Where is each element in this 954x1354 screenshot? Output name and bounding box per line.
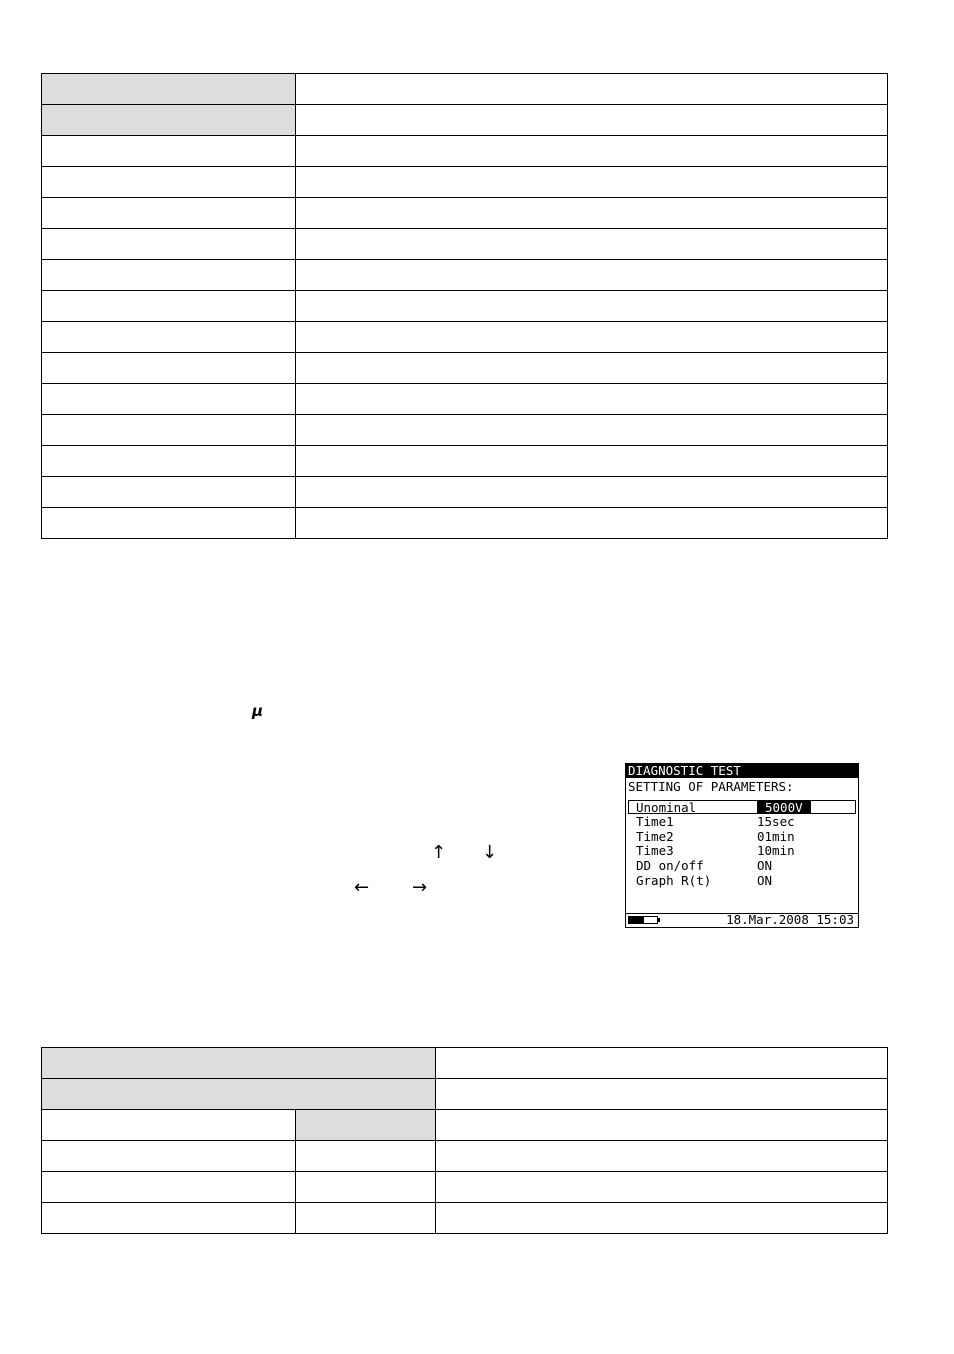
- table-row: [42, 322, 888, 353]
- arrow-right-icon: →: [412, 877, 428, 898]
- table-row: [42, 291, 888, 322]
- table-row: [42, 1203, 888, 1234]
- param-value-graph[interactable]: ON: [757, 873, 773, 888]
- screen-subtitle: SETTING OF PARAMETERS:: [628, 779, 794, 794]
- screen-footer: [626, 913, 858, 927]
- param-value-time1[interactable]: 15sec: [757, 814, 795, 829]
- table-row: [42, 477, 888, 508]
- table-row: [42, 415, 888, 446]
- micro-symbol: μ: [252, 702, 264, 720]
- table-row: [42, 167, 888, 198]
- table-row: [42, 1172, 888, 1203]
- arrow-left-icon: ←: [354, 877, 370, 898]
- table-row: [42, 1110, 888, 1141]
- bottom-table: [41, 1047, 888, 1234]
- param-label-time2: Time2: [636, 829, 674, 844]
- screen-title: DIAGNOSTIC TEST: [626, 764, 858, 778]
- table-row: [42, 1079, 888, 1110]
- param-label-time1: Time1: [636, 814, 674, 829]
- param-label-graph: Graph R(t): [636, 873, 712, 888]
- param-label-dd: DD on/off: [636, 858, 704, 873]
- table-row: [42, 260, 888, 291]
- table-row: [42, 508, 888, 539]
- table-row: [42, 1141, 888, 1172]
- arrow-down-icon: ↓: [482, 842, 498, 863]
- param-label-unominal: Unominal: [636, 800, 697, 815]
- instrument-screen: [625, 763, 859, 928]
- table-row: [42, 446, 888, 477]
- table-row: [42, 1048, 888, 1079]
- arrow-up-icon: ↑: [431, 842, 447, 863]
- table-row: [42, 384, 888, 415]
- param-label-time3: Time3: [636, 843, 674, 858]
- table-row: [42, 229, 888, 260]
- table-row: [42, 353, 888, 384]
- param-value-unominal[interactable]: 5000V: [757, 801, 811, 814]
- top-table: [41, 73, 888, 539]
- param-value-time2[interactable]: 01min: [757, 829, 795, 844]
- table-row: [42, 136, 888, 167]
- table-row: [42, 198, 888, 229]
- battery-tip: [658, 918, 660, 922]
- table-row: [42, 74, 888, 105]
- param-value-dd[interactable]: ON: [757, 858, 773, 873]
- table-row: [42, 105, 888, 136]
- battery-icon: [628, 916, 658, 924]
- param-value-time3[interactable]: 10min: [757, 843, 795, 858]
- screen-datetime: 18.Mar.2008 15:03: [726, 912, 854, 927]
